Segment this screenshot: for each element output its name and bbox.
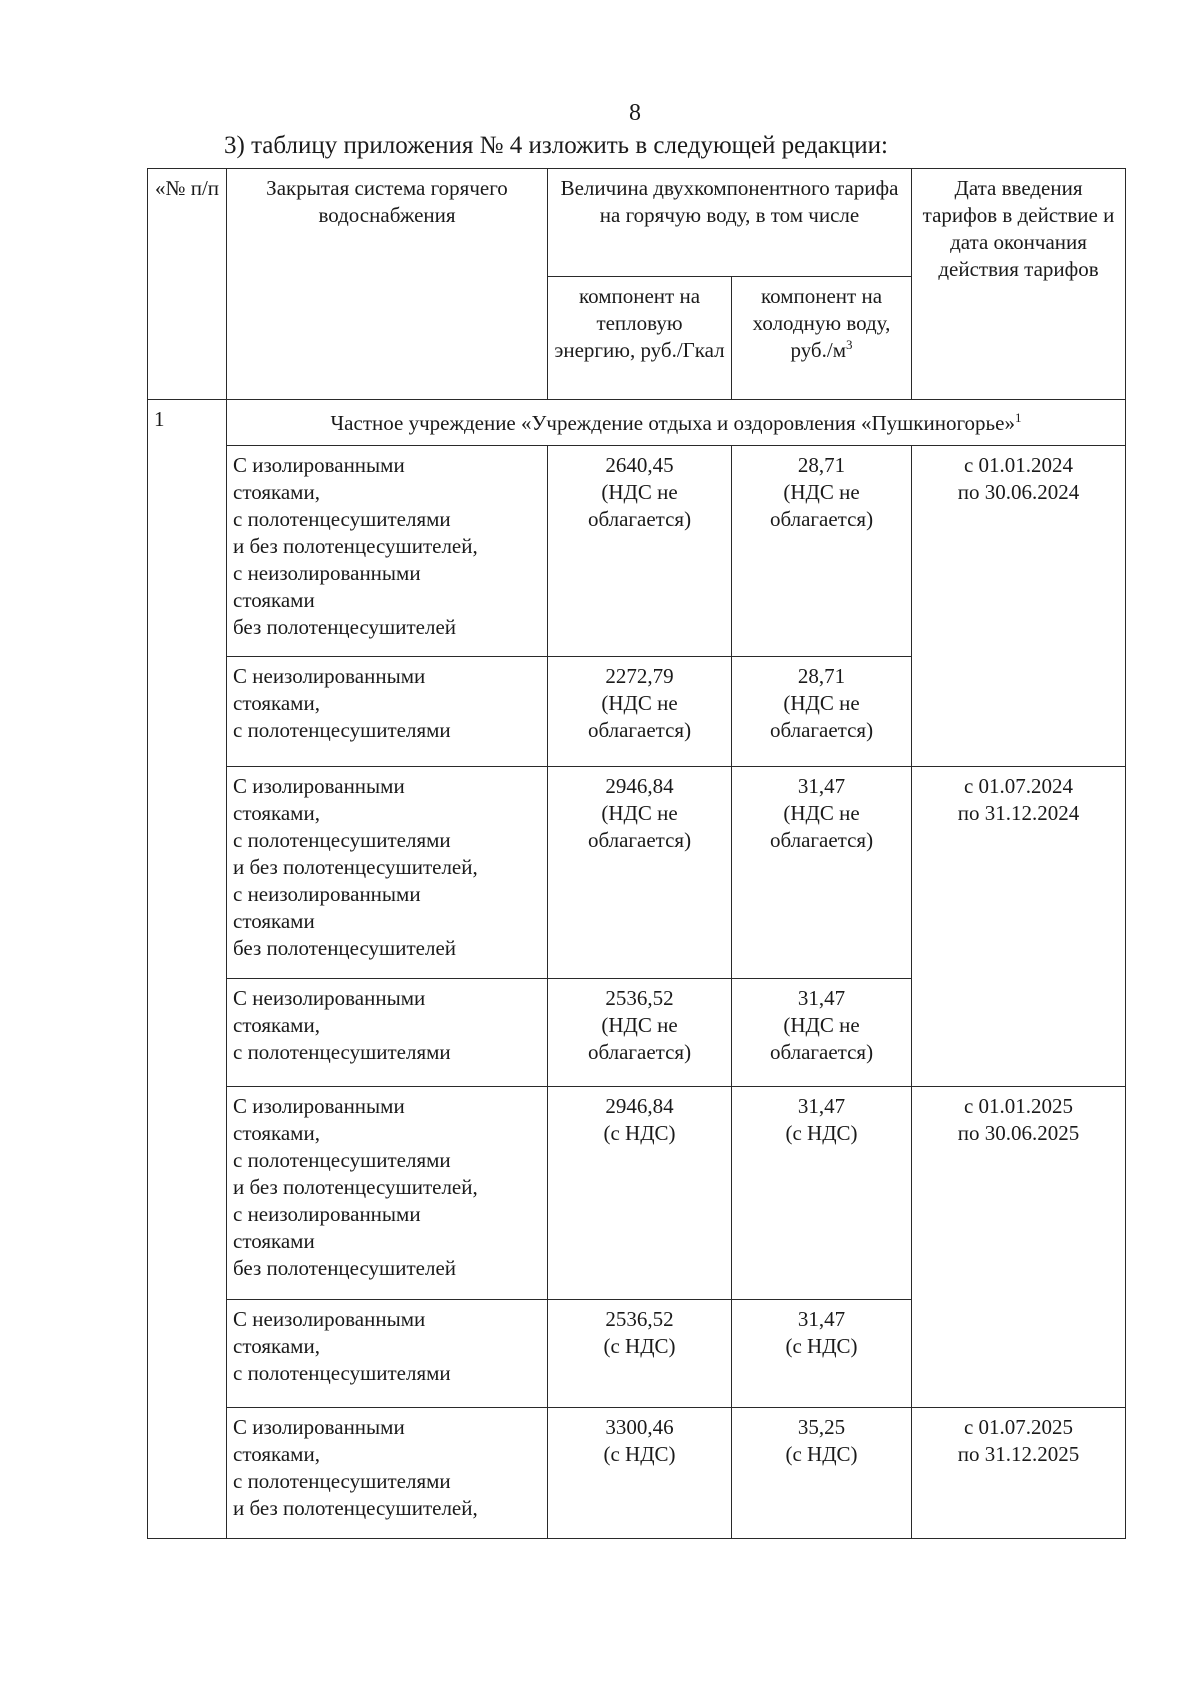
system-type-line: С изолированными [233, 453, 405, 477]
cold-vat-note: (НДС не [783, 691, 860, 715]
header-cold: компонент на холодную воду, $руб./м^3$ [732, 277, 912, 400]
heat-vat-note: облагается) [587, 1040, 692, 1064]
cold-vat-note: облагается) [769, 828, 874, 852]
heat-vat-note: (НДС не [601, 1013, 678, 1037]
heat-component-cell [548, 1300, 732, 1408]
system-type-cell [227, 657, 548, 767]
heat-component-cell [548, 1408, 732, 1539]
system-type-line: и без полотенцесушителей, [233, 534, 478, 558]
system-type-line: с неизолированными [233, 561, 421, 585]
cold-vat-note: облагается) [769, 1040, 874, 1064]
cold-value: 28,71 [797, 453, 846, 477]
header-tariff: Величина двухкомпонентного тарифа на горячую воду, в том числе [548, 169, 912, 277]
heat-value: 2946,84 [605, 774, 674, 798]
system-type-line: С неизолированными [233, 986, 426, 1010]
system-type-line: с полотенцесушителями [233, 828, 451, 852]
system-type-line: стояками, [233, 801, 320, 825]
intro-text: 3) таблицу приложения № 4 изложить в следующей редакции: [224, 132, 888, 159]
system-type-line: С неизолированными [233, 1307, 426, 1331]
system-type-line: с полотенцесушителями [233, 1040, 451, 1064]
tariff-row [148, 446, 1126, 657]
system-type-line: и без полотенцесушителей, [233, 855, 478, 879]
system-type-line: стояками [233, 909, 315, 933]
tariff-row [148, 1408, 1126, 1539]
heat-component-cell [548, 767, 732, 979]
organization-name: Частное учреждение «Учреждение отдыха и оздоровления «Пушкиногорье»$^1$ [227, 400, 1126, 446]
cold-component-cell [732, 1300, 912, 1408]
cold-vat-note: (НДС не [783, 1013, 860, 1037]
cold-component-cell [732, 979, 912, 1087]
period-dates-cell [912, 446, 1126, 767]
date-to: по 30.06.2024 [957, 480, 1080, 504]
system-type-line: с полотенцесушителями [233, 1469, 451, 1493]
tariff-table [147, 168, 1126, 1539]
system-type-line: стояками, [233, 1442, 320, 1466]
system-type-line: и без полотенцесушителей, [233, 1175, 478, 1199]
period-dates-cell [912, 767, 1126, 1087]
heat-component-cell [548, 979, 732, 1087]
system-type-cell [227, 446, 548, 657]
cold-vat-note: (с НДС) [785, 1121, 858, 1145]
date-to: по 30.06.2025 [957, 1121, 1080, 1145]
system-type-line: без полотенцесушителей [233, 936, 457, 960]
period-dates-cell [912, 1408, 1126, 1539]
header-heat: компонент на тепловую энергию, руб./Гкал [548, 277, 732, 400]
cold-value: 31,47 [797, 774, 846, 798]
heat-vat-note: облагается) [587, 718, 692, 742]
system-type-line: С изолированными [233, 1094, 405, 1118]
heat-vat-note: (с НДС) [603, 1334, 676, 1358]
date-from: с 01.07.2025 [963, 1415, 1074, 1439]
system-type-line: стояками [233, 1229, 315, 1253]
cold-component-cell [732, 657, 912, 767]
system-type-line: стояками, [233, 1121, 320, 1145]
cold-value: 31,47 [797, 1094, 846, 1118]
header-cold-sup: 3 [846, 337, 853, 352]
heat-value: 2272,79 [605, 664, 674, 688]
cold-component-cell [732, 767, 912, 979]
system-type-cell [227, 1408, 548, 1539]
header-num: «№ п/п [148, 169, 227, 400]
cold-vat-note: облагается) [769, 718, 874, 742]
heat-value: 2640,45 [605, 453, 674, 477]
heat-value: 2536,52 [605, 1307, 674, 1331]
date-from: с 01.01.2024 [963, 453, 1074, 477]
system-type-line: С неизолированными [233, 664, 426, 688]
header-row [148, 169, 1126, 277]
system-type-line: без полотенцесушителей [233, 615, 457, 639]
heat-value: 2536,52 [605, 986, 674, 1010]
date-to: по 31.12.2024 [957, 801, 1080, 825]
system-type-line: с полотенцесушителями [233, 507, 451, 531]
date-from: с 01.07.2024 [963, 774, 1074, 798]
tariff-row [148, 1087, 1126, 1300]
system-type-cell [227, 1300, 548, 1408]
system-type-cell [227, 979, 548, 1087]
cold-value: 35,25 [797, 1415, 846, 1439]
heat-vat-note: (НДС не [601, 801, 678, 825]
system-type-line: С изолированными [233, 1415, 405, 1439]
period-dates-cell [912, 1087, 1126, 1408]
organization-row [148, 400, 1126, 446]
cold-vat-note: (с НДС) [785, 1442, 858, 1466]
heat-vat-note: (с НДС) [603, 1442, 676, 1466]
cold-vat-note: (НДС не [783, 801, 860, 825]
header-system: Закрытая система горячего водоснабжения [227, 169, 548, 400]
header-dates: Дата введения тарифов в действие и дата окончания действия тарифов [912, 169, 1126, 400]
system-type-line: стояками, [233, 480, 320, 504]
date-to: по 31.12.2025 [957, 1442, 1080, 1466]
organization-footnote-mark: 1 [1014, 410, 1022, 425]
heat-value: 2946,84 [605, 1094, 674, 1118]
cold-value: 31,47 [797, 986, 846, 1010]
heat-vat-note: (НДС не [601, 691, 678, 715]
system-type-line: с полотенцесушителями [233, 1148, 451, 1172]
heat-value: 3300,46 [605, 1415, 674, 1439]
cold-vat-note: (с НДС) [785, 1334, 858, 1358]
heat-component-cell [548, 657, 732, 767]
heat-vat-note: облагается) [587, 828, 692, 852]
cold-component-cell [732, 1408, 912, 1539]
tariff-row [148, 767, 1126, 979]
cold-component-cell [732, 1087, 912, 1300]
system-type-line: с неизолированными [233, 882, 421, 906]
system-type-line: с неизолированными [233, 1202, 421, 1226]
heat-component-cell [548, 446, 732, 657]
system-type-cell [227, 767, 548, 979]
system-type-line: стояками [233, 588, 315, 612]
date-from: с 01.01.2025 [963, 1094, 1074, 1118]
system-type-cell [227, 1087, 548, 1300]
system-type-line: стояками, [233, 1334, 320, 1358]
page-number: 8 [629, 100, 641, 126]
system-type-line: стояками, [233, 691, 320, 715]
heat-vat-note: облагается) [587, 507, 692, 531]
heat-vat-note: (НДС не [601, 480, 678, 504]
cold-value: 28,71 [797, 664, 846, 688]
system-type-line: без полотенцесушителей [233, 1256, 457, 1280]
cold-value: 31,47 [797, 1307, 846, 1331]
system-type-line: С изолированными [233, 774, 405, 798]
system-type-line: стояками, [233, 1013, 320, 1037]
system-type-line: и без полотенцесушителей, [233, 1496, 478, 1520]
cold-vat-note: (НДС не [783, 480, 860, 504]
heat-component-cell [548, 1087, 732, 1300]
system-type-line: с полотенцесушителями [233, 718, 451, 742]
system-type-line: с полотенцесушителями [233, 1361, 451, 1385]
cold-component-cell [732, 446, 912, 657]
cold-vat-note: облагается) [769, 507, 874, 531]
row-number: 1 [148, 400, 227, 1539]
heat-vat-note: (с НДС) [603, 1121, 676, 1145]
